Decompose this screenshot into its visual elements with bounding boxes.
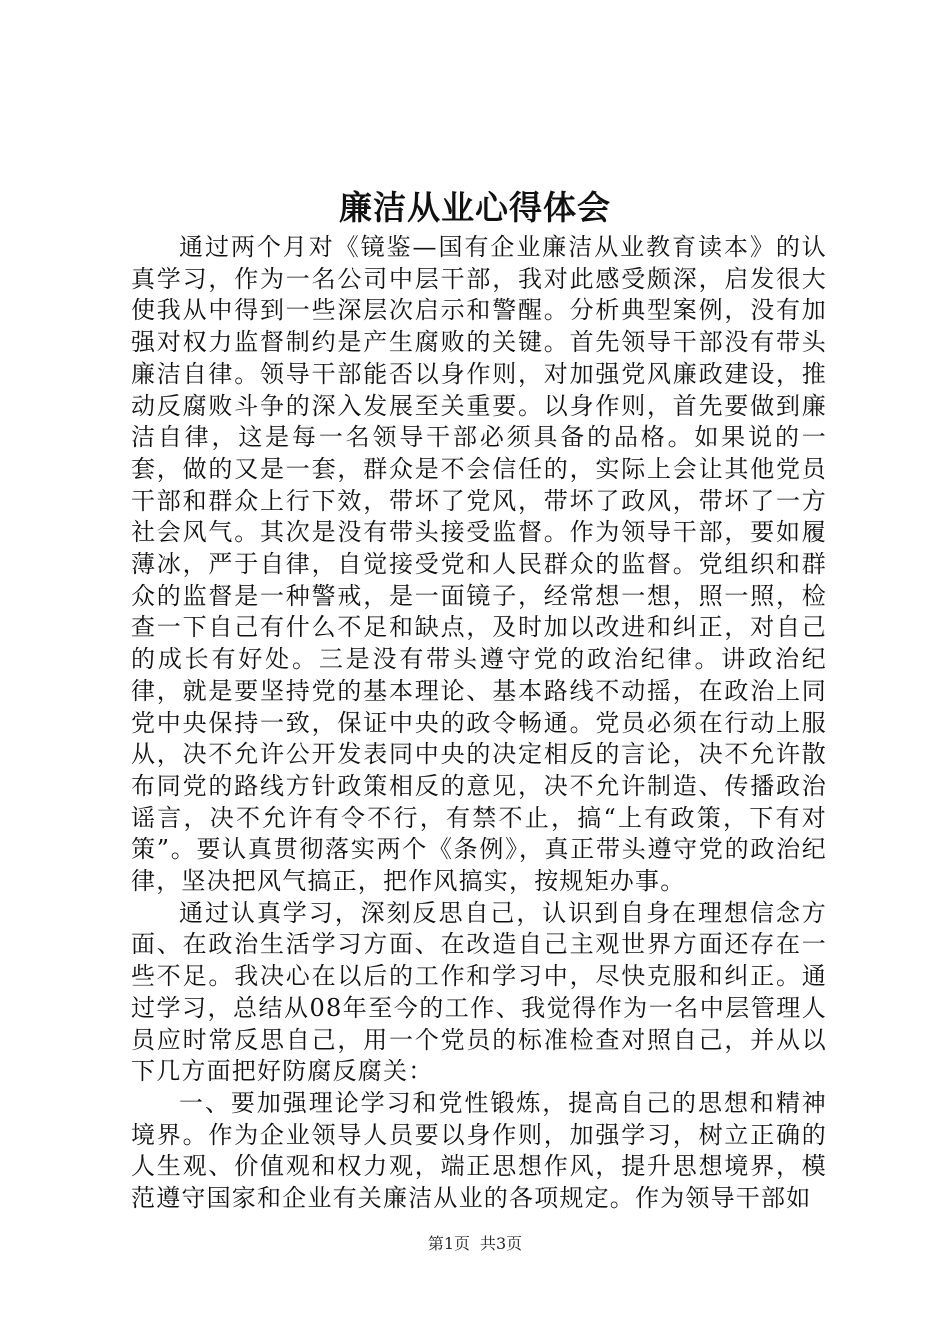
page-footer	[0, 1232, 950, 1256]
paragraph-3: 一、要加强理论学习和党性锻炼，提高自己的思想和精神境界。作为企业领导人员要以身作则，加强学习，树立正确的人生观、价值观和权力观，端正思想作风，提升思想境界，模范遵守国家和企业有关廉洁从业的各项规定。作为领导干部如	[131, 1088, 827, 1213]
document-body	[131, 232, 827, 1215]
paragraph-2: 通过认真学习，深刻反思自己，认识到自身在理想信念方面、在政治生活学习方面、在改造自己主观世界方面还存在一些不足。我决心在以后的工作和学习中，尽快克服和纠正。通过学习，总结从08年至今的工作、我觉得作为一名中层管理人员应时常反思自己，用一个党员的标准检查对照自己，并从以下几方面把好防腐反腐关：	[131, 898, 827, 1086]
page-number: 第1页	[427, 1234, 470, 1253]
page-total: 共3页	[480, 1234, 523, 1253]
page-title: 廉洁从业心得体会	[339, 188, 611, 227]
paragraph-1: 通过两个月对《镜鉴—国有企业廉洁从业教育读本》的认真学习，作为一名公司中层干部，我对此感受颇深，启发很大使我从中得到一些深层次启示和警醒。分析典型案例，没有加强对权力监督制约是产生腐败的关键。首先领导干部没有带头廉洁自律。领导干部能否以身作则，对加强党风廉政建设，推动反腐败斗争的深入发展至关重要。以身作则，首先要做到廉洁自律，这是每一名领导干部必须具备的品格。如果说的一套，做的又是一套，群众是不会信任的，实际上会让其他党员干部和群众上行下效，带坏了党风，带坏了政风，带坏了一方社会风气。其次是没有带头接受监督。作为领导干部，要如履薄冰，严于自律，自觉接受党和人民群众的监督。党组织和群众的监督是一种警戒，是一面镜子，经常想一想，照一照，检查一下自己有什么不足和缺点，及时加以改进和纠正，对自己的成长有好处。三是没有带头遵守党的政治纪律。讲政治纪律，就是要坚持党的基本理论、基本路线不动摇，在政治上同党中央保持一致，保证中央的政令畅通。党员必须在行动上服从，决不允许公开发表同中央的决定相反的言论，决不允许散布同党的路线方针政策相反的意见，决不允许制造、传播政治谣言，决不允许有令不行，有禁不止，搞“上有政策，下有对策”。要认真贯彻落实两个《条例》，真正带头遵守党的政治纪律，坚决把风气搞正，把作风搞实，按规矩办事。	[131, 233, 827, 896]
